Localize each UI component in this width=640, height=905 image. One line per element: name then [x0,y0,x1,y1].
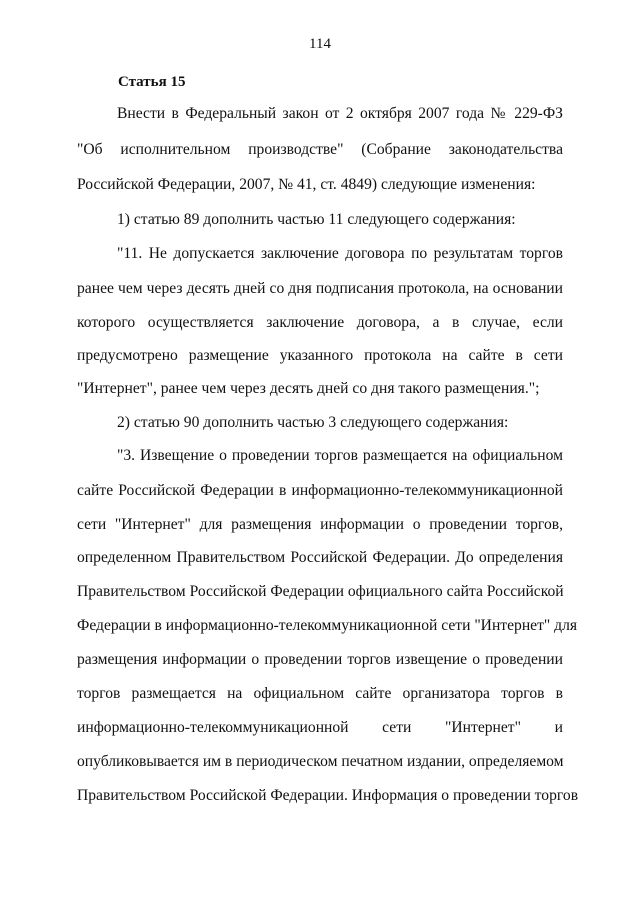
article-title: Статья 15 [118,74,186,90]
text-line: которого осуществляется заключение договора, а в случае, если [77,314,563,331]
text-line: "11. Не допускается заключение договора по результатам торгов [117,245,563,262]
text-line: "Интернет", ранее чем через десять дней со дня такого размещения."; [77,380,540,397]
text-line: размещения информации о проведении торгов извещение о проведении [77,651,563,668]
text-line: сети "Интернет" для размещения информации о проведении торгов, [77,516,563,533]
text-line: торгов размещается на официальном сайте организатора торгов в [77,685,563,702]
text-line: Правительством Российской Федерации. Информация о проведении торгов [77,787,579,804]
text-line: Правительством Российской Федерации официального сайта Российской [77,583,564,600]
page-number: 114 [309,36,331,52]
text-line: "3. Извещение о проведении торгов размещается на официальном [117,447,563,464]
text-line: 1) статью 89 дополнить частью 11 следующего содержания: [117,211,516,228]
text-line: ранее чем через десять дней со дня подписания протокола, на основании [77,280,563,297]
text-line: информационно-телекоммуникационной сети "Интернет" и [77,719,563,736]
text-line: Внести в Федеральный закон от 2 октября 2007 года № 229-ФЗ [117,105,563,122]
text-line: 2) статью 90 дополнить частью 3 следующего содержания: [117,414,509,431]
text-line: Федерации в информационно-телекоммуникационной сети "Интернет" для [77,617,578,634]
text-line: предусмотрено размещение указанного протокола на сайте в сети [77,347,563,364]
text-line: сайте Российской Федерации в информационно-телекоммуникационной [77,482,563,499]
text-line: "Об исполнительном производстве" (Собрание законодательства [77,141,563,158]
text-line: определенном Правительством Российской Федерации. До определения [77,549,563,566]
text-line: Российской Федерации, 2007, № 41, ст. 4849) следующие изменения: [77,176,536,193]
text-line: опубликовывается им в периодическом печатном издании, определяемом [77,753,564,770]
